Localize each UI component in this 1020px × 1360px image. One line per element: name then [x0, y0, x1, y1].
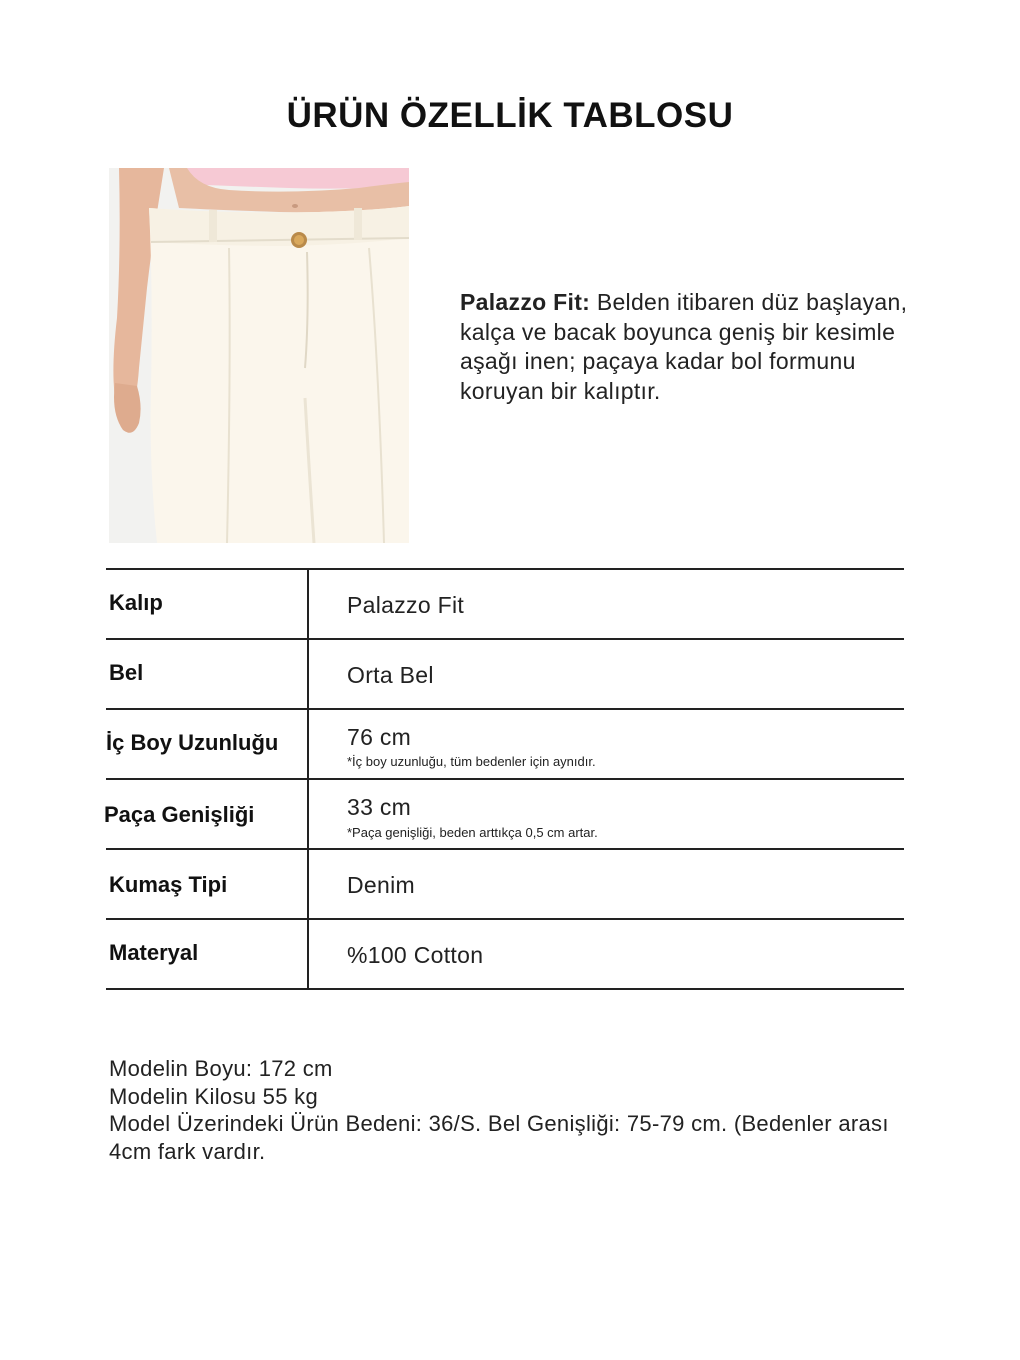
- column-divider: [307, 850, 309, 918]
- model-size: Model Üzerindeki Ürün Bedeni: 36/S. Bel Genişliği: 75-79 cm. (Bedenler arası 4cm fark vardır.: [109, 1111, 889, 1164]
- spec-row-paca: [106, 780, 904, 850]
- spec-label: Kumaş Tipi: [109, 872, 228, 897]
- column-divider: [307, 710, 309, 778]
- spec-label: Bel: [109, 660, 144, 685]
- column-divider: [307, 780, 309, 848]
- fit-description: [460, 288, 930, 406]
- spec-value: Orta Bel: [347, 662, 434, 688]
- spec-row-kalip: [106, 570, 904, 640]
- spec-value: 33 cm: [347, 794, 412, 820]
- model-height: Modelin Boyu: 172 cm: [109, 1056, 333, 1081]
- spec-note: *İç boy uzunluğu, tüm bedenler için aynıdır.: [347, 754, 596, 769]
- spec-label: Materyal: [109, 940, 199, 965]
- model-weight: Modelin Kilosu 55 kg: [109, 1083, 319, 1109]
- spec-value: 76 cm: [347, 724, 412, 750]
- fit-name: Palazzo Fit:: [460, 289, 591, 315]
- spec-row-bel: [106, 640, 904, 710]
- column-divider: [307, 640, 309, 708]
- spec-label: Kalıp: [109, 590, 163, 615]
- spec-label: İç Boy Uzunluğu: [106, 730, 279, 755]
- page-title: ÜRÜN ÖZELLİK TABLOSU: [286, 96, 734, 135]
- spec-row-materyal: [106, 920, 904, 990]
- spec-row-kumas: [106, 850, 904, 920]
- model-info: [109, 1055, 909, 1165]
- spec-table: [106, 568, 904, 990]
- product-photo: [109, 168, 409, 543]
- spec-value: Denim: [347, 872, 415, 898]
- column-divider: [307, 570, 309, 638]
- spec-value: Palazzo Fit: [347, 592, 465, 618]
- spec-row-ic-boy: [106, 710, 904, 780]
- spec-value: %100 Cotton: [347, 942, 484, 968]
- spec-label: Paça Genişliği: [104, 802, 255, 827]
- spec-note: *Paça genişliği, beden arttıkça 0,5 cm artar.: [347, 825, 598, 840]
- column-divider: [307, 920, 309, 988]
- fit-description-text: Belden itibaren düz başlayan, kalça ve bacak boyunca geniş bir kesimle aşağı inen; paçaya kadar bol formunu koruyan bir kalıptır.: [460, 289, 908, 404]
